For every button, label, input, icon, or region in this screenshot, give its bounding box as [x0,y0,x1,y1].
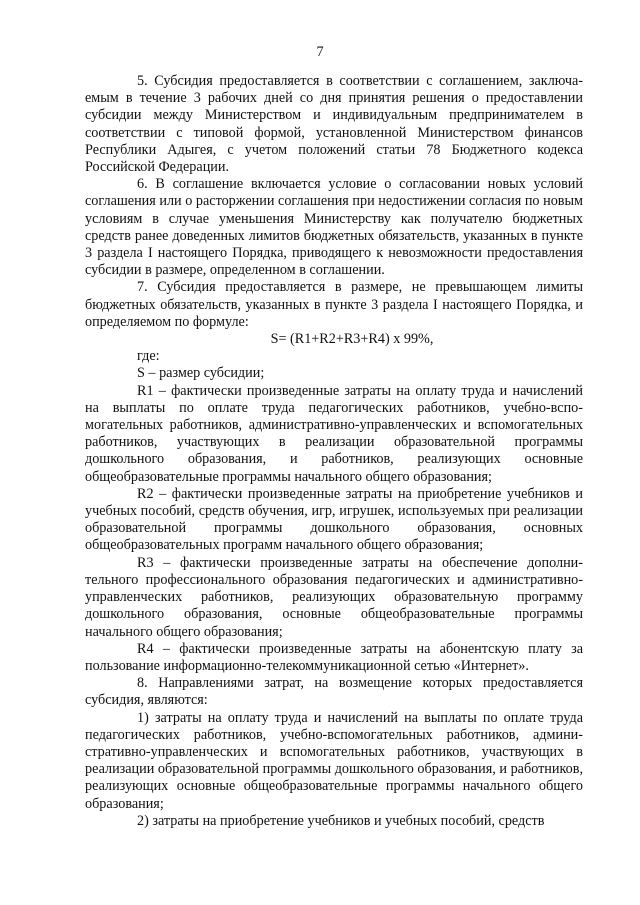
expense-item-2: 2) затраты на приобретение учебников и учебных пособий, средств [137,812,545,829]
definition-r4: R4 – фактически произведенные затраты на абонентскую плату за пользование информационно-телекоммуникационной сетью «Интернет». [85,640,583,674]
paragraph-6: 6. В соглашение включается условие о согласовании новых условий соглашения или о расторжении соглашения при недостижении согласия по новым условиям в случае уменьшения Министерству как получателю бюджетных средств ранее доведенных лимитов бюджетных обязательств, указанных в пункте 3 раздела I настоящего Порядка, приводящего к невозможности предоставления субсидии в размере, определенном в соглашении. [85,176,583,279]
paragraph-7: 7. Субсидия предоставляется в размере, не превышающем лимиты бюджетных обязательств, указанных в пункте 3 раздела I настоящего Порядка, и определяемом по формуле: [85,279,583,330]
definition-r1: R1 – фактически произведенные затраты на оплату труда и начислений на выплаты по оплате труда педагогических работников, учебно-вспомогательных работников, административно-управленческих и вспомогательных работников, участвующих в реализации образовательной программы дошкольного образования, и работников, реализующих основные общеобразовательные программы начального общего образования; [85,382,583,485]
definition-r3: R3 – фактически произведенные затраты на обеспечение дополнительного профессионального образования педагогических и административно-управленческих работников, реализующих образовательную программу дошкольного образования, основные общеобразовательные программы начального общего образования; [85,554,583,640]
paragraph-8: 8. Направлениями затрат, на возмещение которых предоставляется субсидия, являются: [85,675,583,709]
formula-where-label: где: [137,348,160,365]
definition-r2: R2 – фактически произведенные затраты на приобретение учебников и учебных пособий, средств обучения, игр, игрушек, используемых при реализации образовательной программы дошкольного образования, основных общеобразовательных программ начального общего образования; [85,485,583,554]
definition-s: S – размер субсидии; [137,365,265,382]
expense-item-1: 1) затраты на оплату труда и начислений на выплаты по оплате труда педагогических работников, учебно-вспомогательных работников, административно-управленческих и вспомогательных работников, участвующих в реализации образовательной программы дошкольного образования, и работников, реализующих основные общеобразовательные программы начального общего образования; [85,709,583,812]
paragraph-5: 5. Субсидия предоставляется в соответствии с соглашением, заключаемым в течение 3 рабочих дней со дня принятия решения о предоставлении субсидии между Министерством и индивидуальным предпринимателем в соответствии с типовой формой, установленной Министерством финансов Республики Адыгея, с учетом положений статьи 78 Бюджетного кодекса Российской Федерации. [85,73,583,176]
document-body [85,73,583,830]
subsidy-formula: S= (R1+R2+R3+R4) х 99%, [270,331,434,348]
page-number: 7 [316,44,324,60]
